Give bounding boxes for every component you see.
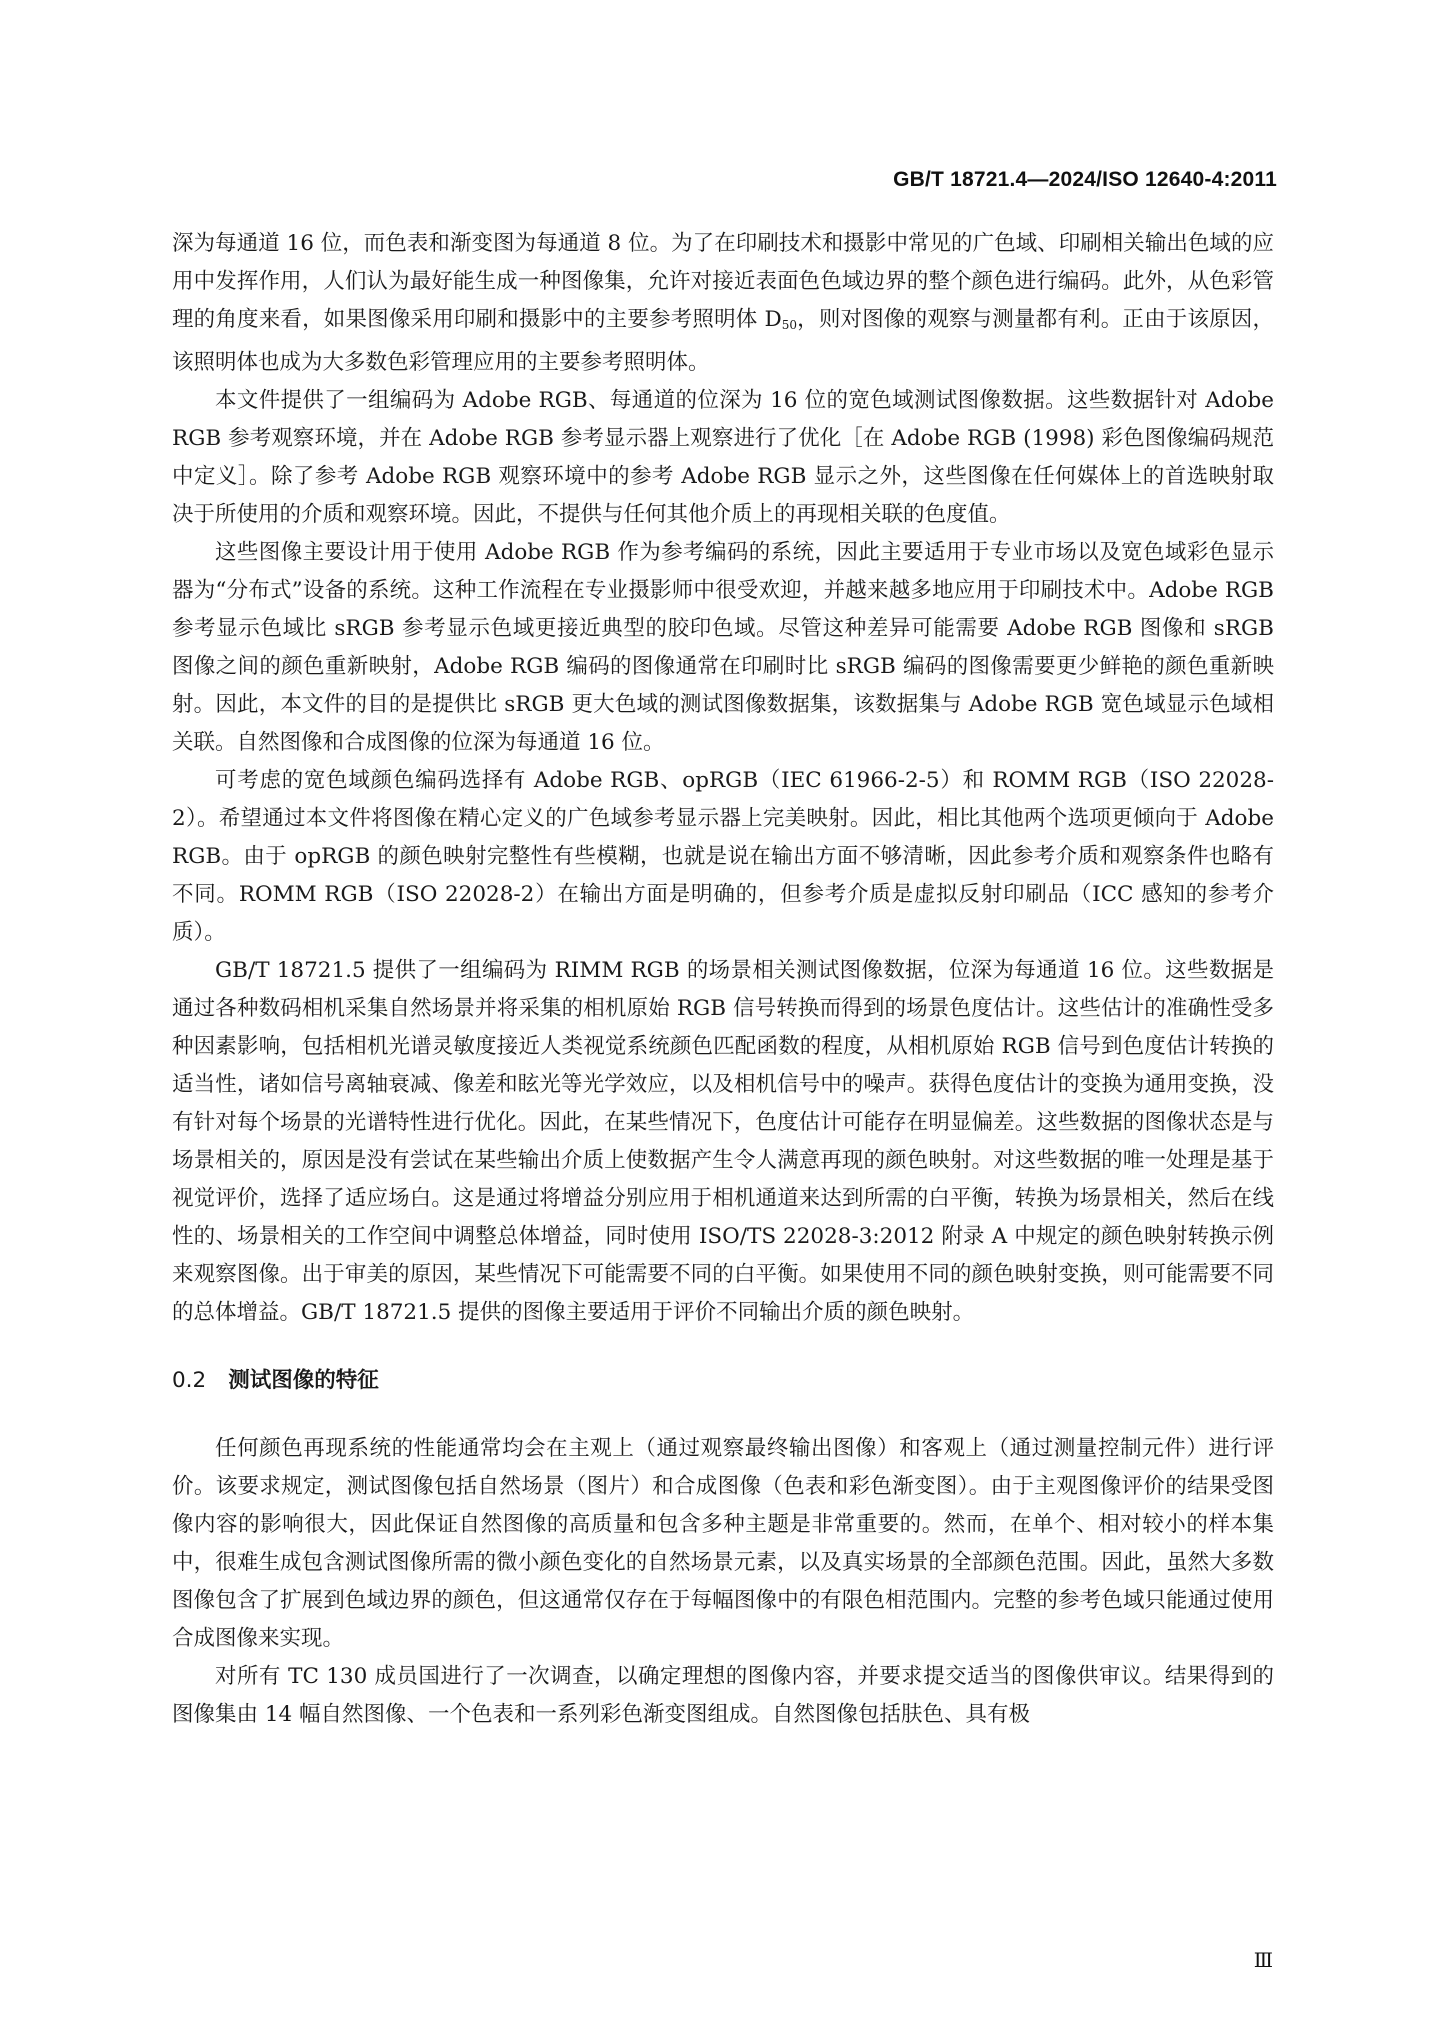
paragraph-1: [172, 225, 1274, 382]
illuminant-subscript: 50: [781, 318, 797, 332]
paragraph-1-text-after: ，则对图像的观察与测量都有利。正由于该原因，该照明体也成为大多数色彩管理应用的主要参考照明体。: [172, 307, 1274, 375]
section-paragraph-2: 对所有 TC 130 成员国进行了一次调查，以确定理想的图像内容，并要求提交适当的图像供审议。结果得到的图像集由 14 幅自然图像、一个色表和一系列彩色渐变图组成。自然图像包括肤色、具有极: [172, 1664, 1274, 1727]
paragraph-4: 可考虑的宽色域颜色编码选择有 Adobe RGB、opRGB（IEC 61966-2-5）和 ROMM RGB（ISO 22028-2）。希望通过本文件将图像在精心定义的广色域参考显示器上完美映射。因此，相比其他两个选项更倾向于 Adobe RGB。由于 opRGB 的颜色映射完整性有些模糊，也就是说在输出方面不够清晰，因此参考介质和观察条件也略有不同。ROMM RGB（ISO 22028-2）在输出方面是明确的，但参考介质是虚拟反射印刷品（ICC 感知的参考介质）。: [172, 768, 1274, 945]
paragraph-3: 这些图像主要设计用于使用 Adobe RGB 作为参考编码的系统，因此主要适用于专业市场以及宽色域彩色显示器为“分布式”设备的系统。这种工作流程在专业摄影师中很受欢迎，并越来越多地应用于印刷技术中。Adobe RGB 参考显示色域比 sRGB 参考显示色域更接近典型的胶印色域。尽管这种差异可能需要 Adobe RGB 图像和 sRGB 图像之间的颜色重新映射，Adobe RGB 编码的图像通常在印刷时比 sRGB 编码的图像需要更少鲜艳的颜色重新映射。因此，本文件的目的是提供比 sRGB 更大色域的测试图像数据集，该数据集与 Adobe RGB 宽色域显示色域相关联。自然图像和合成图像的位深为每通道 16 位。: [172, 540, 1274, 755]
paragraph-5: GB/T 18721.5 提供了一组编码为 RIMM RGB 的场景相关测试图像数据，位深为每通道 16 位。这些数据是通过各种数码相机采集自然场景并将采集的相机原始 RGB 信号转换而得到的场景色度估计。这些估计的准确性受多种因素影响，包括相机光谱灵敏度接近人类视觉系统颜色匹配函数的程度，从相机原始 RGB 信号到色度估计转换的适当性，诸如信号离轴衰减、像差和眩光等光学效应，以及相机信号中的噪声。获得色度估计的变换为通用变换，没有针对每个场景的光谱特性进行优化。因此，在某些情况下，色度估计可能存在明显偏差。这些数据的图像状态是与场景相关的，原因是没有尝试在某些输出介质上使数据产生令人满意再现的颜色映射。对这些数据的唯一处理是基于视觉评价，选择了适应场白。这是通过将增益分别应用于相机通道来达到所需的白平衡，转换为场景相关，然后在线性的、场景相关的工作空间中调整总体增益，同时使用 ISO/TS 22028-3:2012 附录 A 中规定的颜色映射转换示例来观察图像。出于审美的原因，某些情况下可能需要不同的白平衡。如果使用不同的颜色映射变换，则可能需要不同的总体增益。GB/T 18721.5 提供的图像主要适用于评价不同输出介质的颜色映射。: [172, 958, 1274, 1325]
paragraph-1-text: 深为每通道 16 位，而色表和渐变图为每通道 8 位。为了在印刷技术和摄影中常见的广色域、印刷相关输出色域的应用中发挥作用，人们认为最好能生成一种图像集，允许对接近表面色色域边界的整个颜色进行编码。此外，从色彩管理的角度来看，如果图像采用印刷和摄影中的主要参考照明体 D: [172, 231, 1274, 332]
section-title: 测试图像的特征: [228, 1368, 379, 1393]
section-paragraph-1: 任何颜色再现系统的性能通常均会在主观上（通过观察最终输出图像）和客观上（通过测量控制元件）进行评价。该要求规定，测试图像包括自然场景（图片）和合成图像（色表和彩色渐变图）。由于主观图像评价的结果受图像内容的影响很大，因此保证自然图像的高质量和包含多种主题是非常重要的。然而，在单个、相对较小的样本集中，很难生成包含测试图像所需的微小颜色变化的自然场景元素，以及真实场景的全部颜色范围。因此，虽然大多数图像包含了扩展到色域边界的颜色，但这通常仅存在于每幅图像中的有限色相范围内。完整的参考色域只能通过使用合成图像来实现。: [172, 1436, 1274, 1651]
page-number: Ⅲ: [1253, 1948, 1273, 1972]
document-body: [172, 225, 1274, 1734]
section-number: 0.2: [172, 1368, 207, 1393]
section-heading: [172, 1362, 1274, 1400]
paragraph-2: 本文件提供了一组编码为 Adobe RGB、每通道的位深为 16 位的宽色域测试图像数据。这些数据针对 Adobe RGB 参考观察环境，并在 Adobe RGB 参考显示器上观察进行了优化［在 Adobe RGB (1998) 彩色图像编码规范中定义］。除了参考 Adobe RGB 观察环境中的参考 Adobe RGB 显示之外，这些图像在任何媒体上的首选映射取决于所使用的介质和观察环境。因此，不提供与任何其他介质上的再现相关联的色度值。: [172, 388, 1274, 527]
standard-number-header: GB/T 18721.4—2024/ISO 12640-4:2011: [893, 168, 1277, 191]
